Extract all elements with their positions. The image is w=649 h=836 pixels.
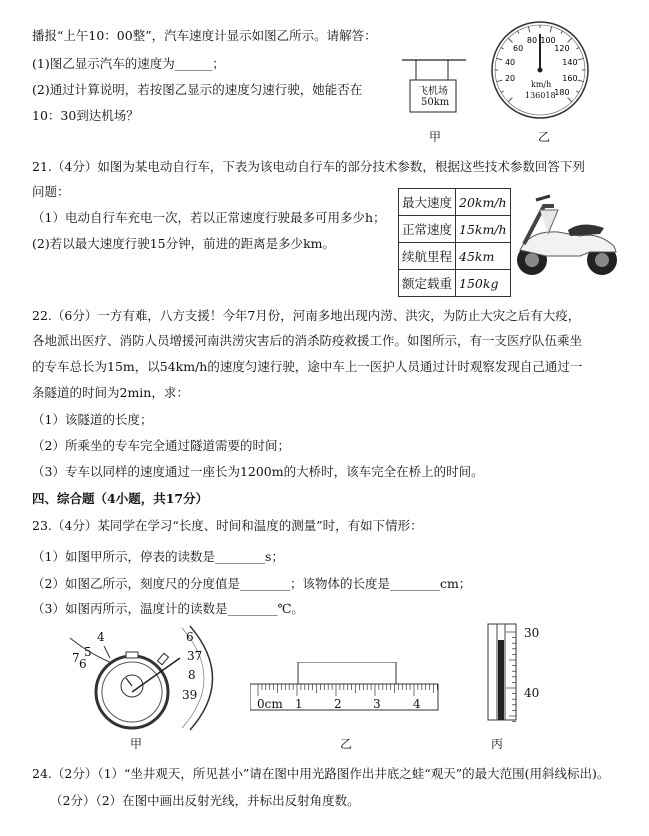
speedometer-tick-label: 40 [504, 57, 516, 67]
spec-key: 最大速度 [399, 189, 456, 216]
fig-label-bing-q23: 丙 [491, 737, 504, 751]
table-row [399, 189, 511, 216]
q23-line-4: （3）如图丙所示，温度计的读数是________℃。 [32, 601, 304, 616]
q20-line-2: (1)图乙显示汽车的速度为______； [32, 56, 225, 71]
q23-line-1: 23.（4分）某同学在学习“长度、时间和温度的测量”时，有如下情形： [32, 518, 423, 533]
spec-key: 续航里程 [399, 243, 456, 270]
thermometer-label: 40 [524, 686, 540, 700]
speedometer-tick-label: 100 [540, 36, 556, 46]
spec-value: 15km/h [456, 216, 511, 243]
speedometer-tick-label: 80 [526, 36, 538, 46]
q20-line-1: 播报“上午10：00整”，汽车速度计显示如图乙所示。请解答： [32, 28, 377, 43]
fig-label-jia-q23: 甲 [130, 737, 143, 751]
ruler-label: 2 [334, 697, 342, 711]
airport-sign-line2: 50km [421, 97, 450, 108]
speedometer-odometer: 136018 [525, 91, 556, 100]
fig-label-yi-q20: 乙 [538, 130, 551, 144]
section-4-heading: 四、综合题（4小题，共17分） [32, 491, 209, 506]
q22-line-4: 条隧道的时间为2min，求： [32, 385, 189, 400]
fig-label-yi-q23: 乙 [340, 737, 353, 751]
stopwatch-figure [60, 624, 235, 734]
q23-line-3: （2）如图乙所示，刻度尺的分度值是________；该物体的长度是________cm； [32, 576, 472, 591]
ebike-spec-table [398, 188, 511, 297]
q21-line-1: 21.（4分）如图为某电动自行车，下表为该电动自行车的部分技术参数，根据这些技术参数回答下列 [32, 159, 585, 174]
q23-line-2: （1）如图甲所示，停表的读数是________s； [32, 549, 284, 564]
spec-value: 20km/h [456, 189, 511, 216]
speedometer-tick-label: 180 [554, 87, 570, 97]
q21-line-2: 问题： [32, 184, 70, 199]
speedometer-tick-label: 120 [554, 44, 570, 54]
thermometer-label: 30 [524, 626, 540, 640]
stopwatch-small-label: 6 [79, 657, 87, 671]
q21-line-3: （1）电动自行车充电一次，若以正常速度行驶最多可用多少h； [32, 210, 386, 225]
stopwatch-big-label: 37 [187, 649, 203, 663]
q22-line-2: 各地派出医疗、消防人员增援河南洪涝灾害后的消杀防疫救援工作。如图所示，有一支医疗队伍乘坐 [32, 333, 583, 348]
ruler-label: 0cm [257, 697, 283, 711]
speedometer-tick-label: 60 [512, 44, 524, 54]
ruler-label: 3 [373, 697, 381, 711]
q22-line-6: （2）所乘坐的专车完全通过隧道需要的时间； [32, 438, 290, 453]
speedometer-tick-label: 20 [504, 74, 516, 84]
stopwatch-small-label: 5 [84, 645, 92, 659]
q22-line-1: 22.（6分）一方有难，八方支援！今年7月份，河南多地出现内涝、洪灾，为防止大灾之后有大疫， [32, 308, 581, 323]
speedometer-figure [490, 20, 590, 120]
q22-line-3: 的专车总长为15m，以54km/h的速度匀速行驶，途中车上一医护人员通过计时观察发现自己通过一 [32, 359, 583, 374]
spec-value: 45km [456, 243, 511, 270]
speedometer-tick-label: 160 [562, 74, 578, 84]
fig-label-jia-q20: 甲 [429, 130, 442, 144]
ruler-label: 1 [295, 697, 303, 711]
thermometer-figure [482, 622, 522, 722]
q24-line-2: （2分）（2）在图中画出反射光线，并标出反射角度数。 [50, 793, 360, 808]
stopwatch-small-label: 4 [97, 630, 105, 644]
spec-key: 正常速度 [399, 216, 456, 243]
speedometer-tick-label: 140 [562, 57, 578, 67]
q20-line-4: 10：30到达机场？ [32, 108, 139, 123]
q22-line-7: （3）专车以同样的速度通过一座长为1200m的大桥时，该车完全在桥上的时间。 [32, 464, 484, 479]
ebike-image [510, 186, 625, 281]
q22-line-5: （1）该隧道的长度； [32, 412, 153, 427]
stopwatch-big-label: 39 [182, 688, 198, 702]
q24-line-1: 24.（2分）（1）“坐井观天，所见甚小”请在图中用光路图作出井底之蛙“观天”的最大范围(用斜线标出)。 [32, 766, 610, 781]
stopwatch-big-label: 6 [186, 630, 194, 644]
spec-key: 额定载重 [399, 270, 456, 297]
q21-line-4: (2)若以最大速度行驶15分钟，前进的距离是多少km。 [32, 236, 336, 251]
airport-sign-line1: 飞机场 [418, 86, 448, 97]
table-row [399, 216, 511, 243]
ruler-label: 4 [413, 697, 421, 711]
spec-value: 150kg [456, 270, 511, 297]
stopwatch-big-label: 8 [188, 668, 196, 682]
table-row [399, 243, 511, 270]
table-row [399, 270, 511, 297]
q20-line-3: (2)通过计算说明，若按图乙显示的速度匀速行驶，她能否在 [32, 82, 363, 97]
speedometer-unit: km/h [531, 80, 552, 89]
stopwatch-small-label: 7 [72, 651, 80, 665]
